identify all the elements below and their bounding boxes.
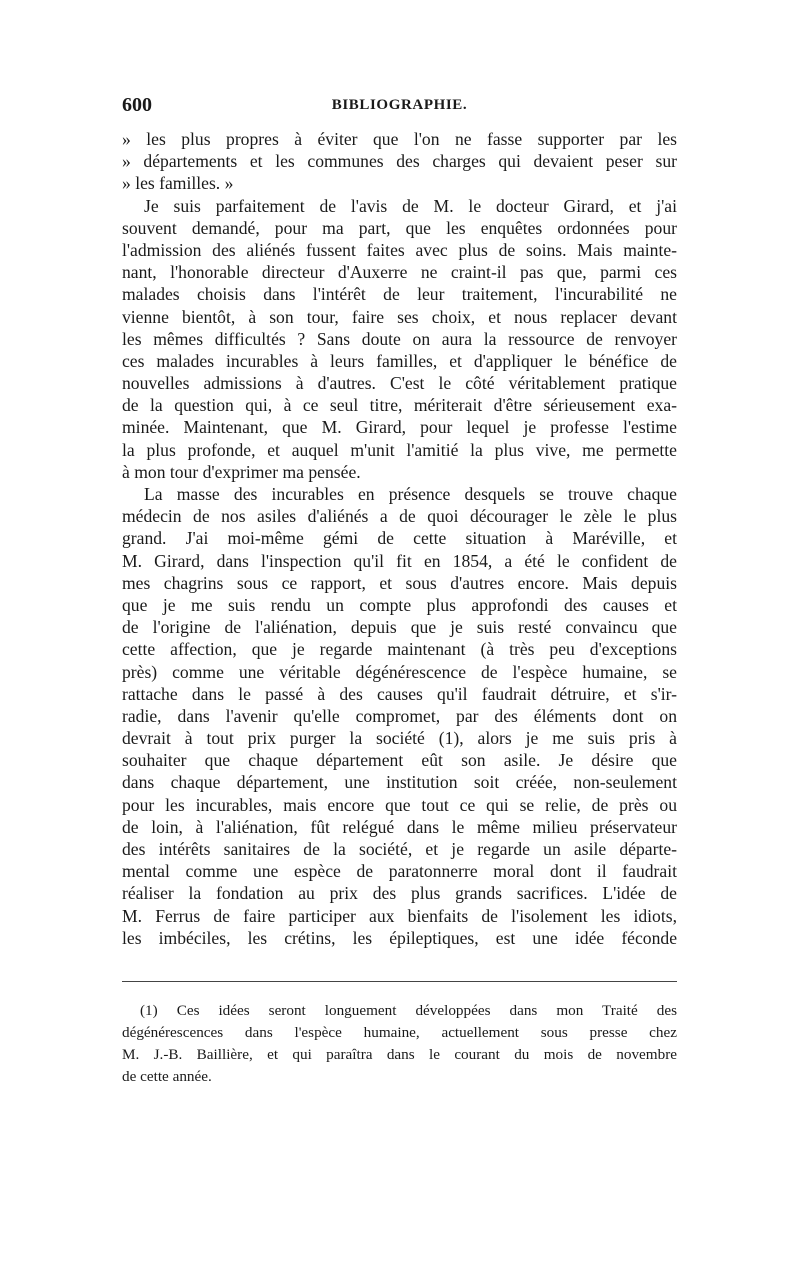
- footnote-line: dégénérescences dans l'espèce humaine, actuellement sous presse chez: [122, 1024, 677, 1041]
- body-line: nouvelles admissions à d'autres. C'est le côté véritablement pratique: [122, 373, 677, 394]
- body-line: souhaiter que chaque département eût son asile. Je désire que: [122, 750, 677, 771]
- page-header: [122, 94, 677, 118]
- body-line: des intérêts sanitaires de la société, et je regarde un asile départe-: [122, 839, 677, 859]
- page-number: 600: [122, 94, 152, 116]
- body-line: cette affection, que je regarde maintenant (à très peu d'exceptions: [122, 639, 677, 660]
- body-line: les mêmes difficultés ? Sans doute on aura la ressource de renvoyer: [122, 328, 677, 349]
- body-line: radie, dans l'avenir qu'elle compromet, par des éléments dont on: [122, 705, 677, 726]
- body-line: près) comme une véritable dégénérescence de l'espèce humaine, se: [122, 661, 677, 682]
- body-line: les imbéciles, les crétins, les épileptiques, est une idée féconde: [122, 927, 677, 948]
- body-line: minée. Maintenant, que M. Girard, pour lequel je professe l'estime: [122, 417, 677, 438]
- body-line: ces malades incurables à leurs familles, et d'appliquer le bénéfice de: [122, 350, 677, 371]
- body-line: que je me suis rendu un compte plus approfondi des causes et: [122, 594, 677, 615]
- body-line: grand. J'ai moi-même gémi de cette situation à Maréville, et: [122, 528, 677, 549]
- running-head: BIBLIOGRAPHIE.: [331, 97, 468, 113]
- body-line: dans chaque département, une institution soit créée, non-seulement: [122, 772, 677, 793]
- body-text: [122, 128, 677, 949]
- body-line: de l'origine de l'aliénation, depuis que je suis resté convaincu que: [122, 617, 677, 638]
- body-line: La masse des incurables en présence desquels se trouve chaque: [144, 484, 677, 504]
- body-line: » départements et les communes des charges qui devaient peser sur: [122, 151, 677, 172]
- body-line: la plus profonde, et auquel m'unit l'amitié la plus vive, me permette: [122, 439, 677, 460]
- body-line: devrait à tout prix purger la société (1), alors je me suis pris à: [122, 728, 677, 749]
- body-line: » les familles. »: [122, 173, 234, 194]
- body-line: souvent demandé, pour ma part, que les enquêtes ordonnées pour: [122, 217, 677, 238]
- footnote: [122, 1000, 677, 1088]
- body-line: à mon tour d'exprimer ma pensée.: [122, 461, 361, 482]
- body-line: l'admission des aliénés fussent faites avec plus de soins. Mais mainte-: [122, 239, 677, 260]
- footnote-line: M. J.-B. Baillière, et qui paraîtra dans le courant du mois de novembre: [122, 1046, 677, 1063]
- body-line: rattache dans le passé à des causes qu'il faudrait détruire, et s'ir-: [122, 683, 677, 704]
- body-line: » les plus propres à éviter que l'on ne fasse supporter par les: [122, 129, 677, 149]
- body-line: de la question qui, à ce seul titre, mériterait d'être sérieusement exa-: [122, 395, 677, 416]
- body-line: réaliser la fondation au prix des plus grands sacrifices. L'idée de: [122, 883, 677, 904]
- footnote-separator: [122, 981, 677, 982]
- body-line: M. Ferrus de faire participer aux bienfaits de l'isolement les idiots,: [122, 905, 677, 926]
- body-line: de loin, à l'aliénation, fût relégué dans le même milieu préservateur: [122, 816, 677, 837]
- body-line: nant, l'honorable directeur d'Auxerre ne craint-il pas que, parmi ces: [122, 262, 677, 283]
- body-line: mental comme une espèce de paratonnerre moral dont il faudrait: [122, 861, 677, 882]
- footnote-line: (1) Ces idées seront longuement développées dans mon Traité des: [140, 1002, 677, 1019]
- body-line: malades choisis dans l'intérêt de leur traitement, l'incurabilité ne: [122, 284, 677, 305]
- body-line: pour les incurables, mais encore que tout ce qui se relie, de près ou: [122, 794, 677, 815]
- body-line: Je suis parfaitement de l'avis de M. le docteur Girard, et j'ai: [144, 195, 677, 216]
- body-line: mes chagrins sous ce rapport, et sous d'autres encore. Mais depuis: [122, 572, 677, 593]
- body-line: vienne bientôt, à son tour, faire ses choix, et nous replacer devant: [122, 306, 677, 327]
- footnote-line: de cette année.: [122, 1068, 212, 1085]
- body-line: médecin de nos asiles d'aliénés a de quoi décourager le zèle le plus: [122, 506, 677, 527]
- body-line: M. Girard, dans l'inspection qu'il fit en 1854, a été le confident de: [122, 550, 677, 571]
